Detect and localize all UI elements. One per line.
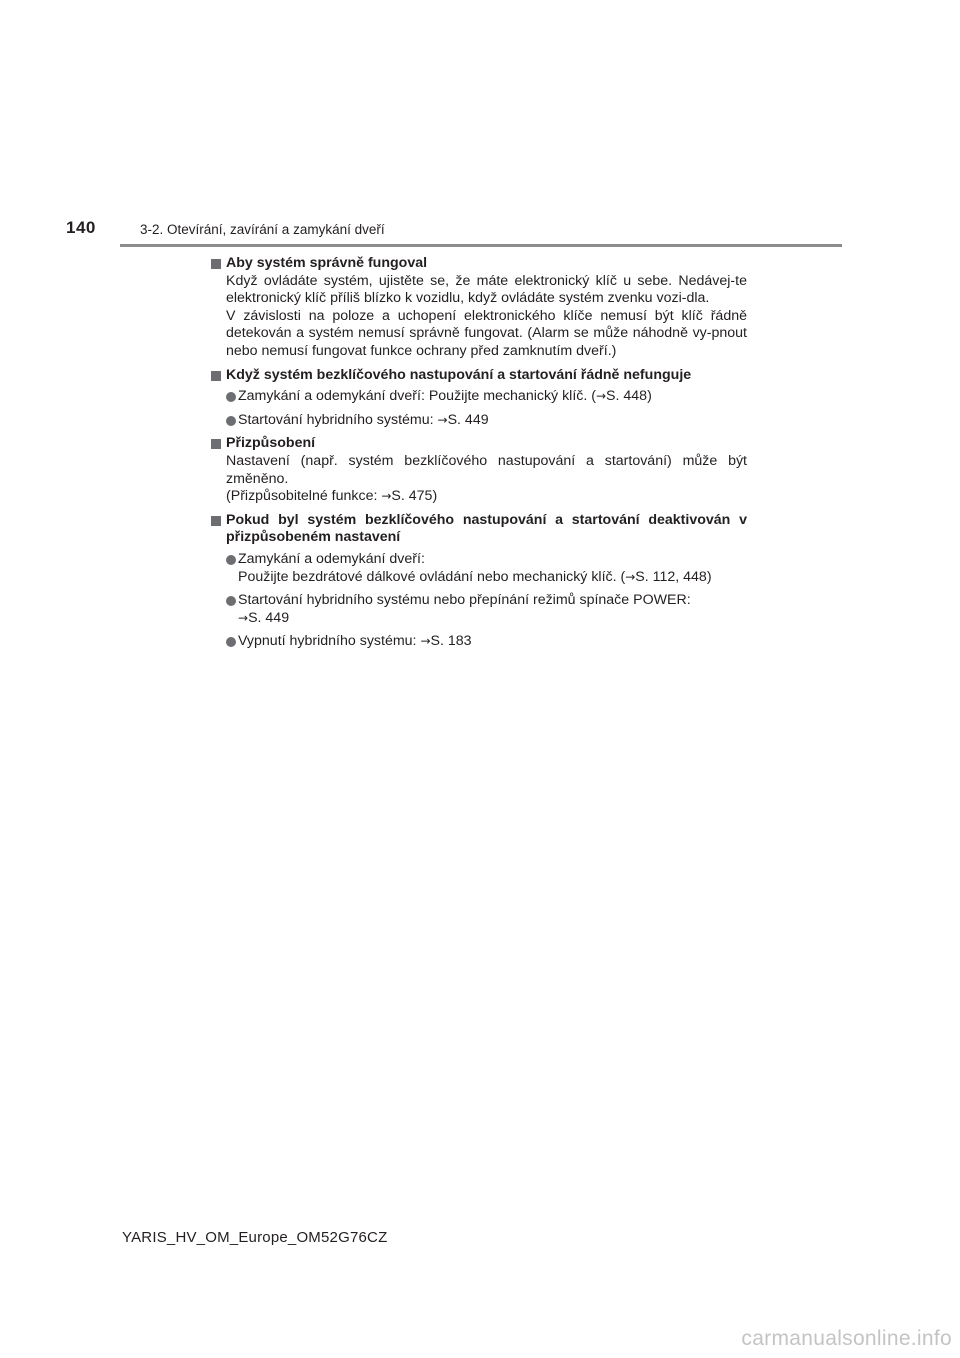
square-bullet-icon (211, 439, 221, 449)
list-item-text: Zamykání a odemykání dveří: (238, 550, 425, 567)
list-item (226, 412, 747, 430)
section-customization (211, 435, 747, 505)
page-number: 140 (66, 218, 96, 237)
document-code: YARIS_HV_OM_Europe_OM52G76CZ (122, 1229, 388, 1246)
list-item (226, 633, 747, 651)
section-deactivated-system (211, 512, 747, 651)
round-bullet-icon (226, 555, 236, 565)
round-bullet-icon (226, 416, 236, 426)
arrow-right-icon: → (625, 569, 636, 584)
list-item (226, 592, 747, 627)
list-item (226, 551, 747, 586)
round-bullet-icon (226, 392, 236, 402)
arrow-right-icon: → (420, 634, 431, 649)
section-proper-operation (211, 255, 747, 361)
square-bullet-icon (211, 371, 221, 381)
square-bullet-icon (211, 259, 221, 269)
list-item-text: Použijte bezdrátové dálkové ovládání nebo mechanický klíč. ( (238, 568, 626, 585)
page-reference-link[interactable]: S. 449 (447, 411, 489, 428)
section-title: 3-2. Otevírání, zavírání a zamykání dveří (140, 222, 385, 237)
arrow-right-icon: → (381, 489, 392, 504)
list-item (226, 388, 747, 406)
header-divider (120, 244, 842, 247)
section-heading: Přizpůsobení (226, 435, 316, 452)
square-bullet-icon (211, 516, 221, 526)
section-heading: Aby systém správně fungoval (226, 255, 428, 271)
paragraph: Nastavení (např. systém bezklíčového nastupování a startování) může být změněno. (226, 452, 747, 487)
page-reference-link[interactable]: S. 183 (430, 633, 472, 650)
page-reference-link[interactable]: S. 448) (606, 388, 652, 405)
arrow-right-icon: → (595, 389, 607, 404)
arrow-right-icon: → (437, 412, 448, 427)
list-item-text: Startování hybridního systému: (238, 411, 438, 428)
round-bullet-icon (226, 596, 236, 606)
watermark: carmanualsonline.info (741, 1327, 952, 1350)
paragraph: Když ovládáte systém, ujistěte se, že máte elektronický klíč u sebe. Nedávej-te elektronický klíč příliš blízko k vozidlu, když ovládáte systém zvenku vozi-dla. (226, 272, 747, 307)
page-reference-link[interactable]: S. 112, 448) (635, 568, 712, 585)
note-text: (Přizpůsobitelné funkce: (226, 488, 382, 505)
page-reference-link[interactable]: S. 475) (391, 488, 438, 505)
paragraph: V závislosti na poloze a uchopení elektronického klíče nemusí být klíč řádně detekován a systém nemusí správně fungovat. (Alarm se může náhodně vy-pnout nebo nemusí fungovat funkce ochrany před zamknutím dveří.) (226, 307, 747, 359)
list-item-text: Vypnutí hybridního systému: (238, 633, 421, 650)
list-item-text: Startování hybridního systému nebo přepínání režimů spínače POWER: (238, 592, 691, 609)
paragraph (226, 488, 747, 506)
section-system-malfunction (211, 367, 747, 430)
page-reference-link[interactable]: S. 449 (248, 609, 290, 626)
page-content (211, 255, 747, 657)
section-heading: Když systém bezklíčového nastupování a startování řádně nefunguje (226, 366, 692, 383)
list-item-text: Zamykání a odemykání dveří: Použijte mechanický klíč. ( (238, 388, 596, 405)
section-heading: Pokud byl systém bezklíčového nastupování a startování deaktivován v přizpůsobeném nastavení (226, 511, 747, 546)
round-bullet-icon (226, 637, 236, 647)
arrow-right-icon: → (238, 610, 249, 625)
